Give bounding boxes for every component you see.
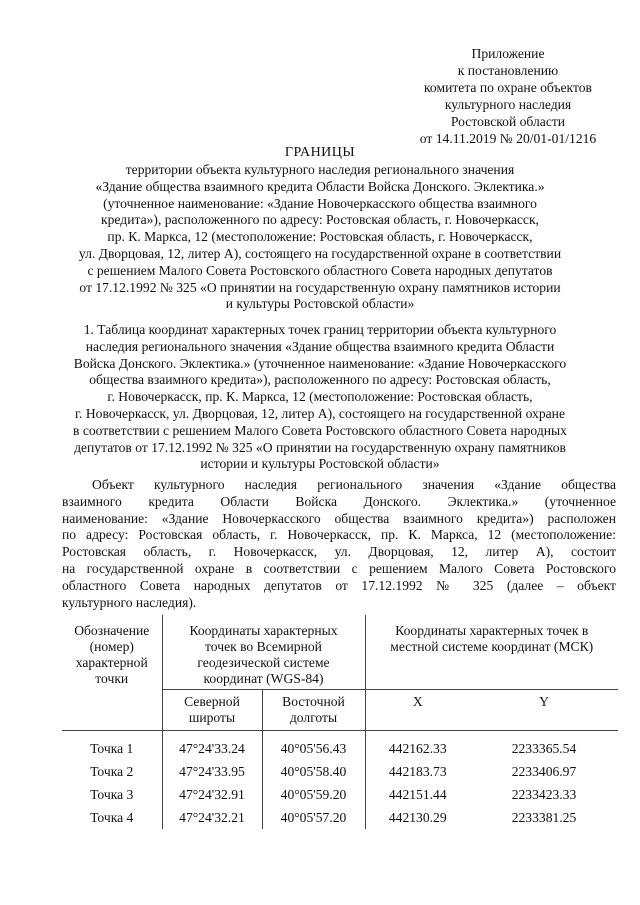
section-line: общества взаимного кредита»), расположенного по адресу: Ростовская область, (89, 372, 551, 388)
subtitle-line: ул. Дворцовая, 12, литер А), состоящего на государственной охране в соответствии (78, 245, 562, 261)
subtitle-line: кредита»), расположенного по адресу: Ростовская область, г. Новочеркасск, (101, 212, 539, 228)
cell-north: 47°24'33.95 (162, 760, 262, 783)
appendix-line: комитета по охране объектов (424, 80, 592, 95)
section-line: депутатов от 17.12.1992 № 325 «О принятии на государственную охрану памятников (74, 439, 566, 455)
subtitle-line: от 17.12.1992 № 325 «О принятии на государственную охрану памятников истории (79, 279, 561, 295)
cell-point: Точка 3 (62, 783, 162, 806)
table-row (62, 806, 618, 829)
paragraph-line: Объект культурного наследия регионального значения «Здание общества (92, 477, 616, 492)
table-row (62, 760, 618, 783)
document-subtitle (30, 162, 610, 313)
paragraph-line: взаимного кредита Области Войска Донского. Эклектика.» (уточненное (62, 493, 616, 509)
paragraph-line: областного Совета народных депутатов от 17.12.1992 № 325 (далее – объект (62, 577, 616, 593)
cell-y: 2233423.33 (511, 786, 577, 802)
cell-x: 442151.44 (388, 786, 447, 802)
subtitle-line: (уточненное наименование: «Здание Новочеркасского общества взаимного (103, 195, 537, 211)
table-row (62, 731, 618, 761)
section-line: г. Новочеркасск, пр. К. Маркса, 12 (местоположение: Ростовская область, (107, 389, 533, 405)
header-east-longitude: Восточной долготы (262, 690, 365, 731)
table-header-row (62, 615, 618, 690)
section-line: Войска Донского. Эклектика.» (уточненное наименование: «Здание Новочеркасского (73, 355, 567, 371)
cell-x: 442183.73 (388, 763, 447, 779)
section-line: г. Новочеркасск, ул. Дворцовая, 12, литер А), состоящего на государственной охране (75, 405, 565, 421)
cell-x: 442130.29 (388, 809, 447, 825)
appendix-line: Приложение (471, 46, 545, 61)
cell-y: 2233381.25 (511, 809, 577, 825)
coordinates-table (62, 615, 618, 829)
header-y: Y (470, 690, 618, 731)
paragraph-line: Ростовская область, г. Новочеркасск, ул. Дворцовая, 12, литер А), состоит (62, 544, 616, 560)
paragraph-line: наименование: «Здание Новочеркасского общества взаимного кредита») расположен (62, 510, 616, 526)
paragraph-line: культурного наследия). (62, 594, 197, 610)
appendix-line: Ростовской области (450, 114, 566, 129)
cell-north: 47°24'32.91 (162, 783, 262, 806)
header-x: X (365, 690, 470, 731)
section-line: в соответствии с решением Малого Совета Ростовского областного Совета народных (73, 422, 567, 438)
cell-north: 47°24'33.24 (162, 731, 262, 761)
header-wgs84: Координаты характерных точек во Всемирной геодезической системе координат (WGS-84) (162, 615, 365, 690)
header-msk: Координаты характерных точек в местной системе координат (МСК) (365, 615, 618, 690)
section-1-heading (28, 322, 612, 473)
appendix-line: к постановлению (457, 63, 559, 78)
paragraph-line: по адресу: Ростовская область, г. Новочеркасск, пр. К. Маркса, 12 (местоположение: (62, 527, 616, 543)
cell-east: 40°05'59.20 (262, 783, 365, 806)
header-north-latitude: Северной широты (162, 690, 262, 731)
cell-y: 2233406.97 (511, 763, 577, 779)
appendix-line: культурного наследия (444, 97, 572, 112)
paragraph-line: на государственной охране в соответствии с решением Малого Совета Ростовского (62, 560, 616, 576)
table-row (62, 783, 618, 806)
header-point-designation: Обозначение (номер) характерной точки (62, 615, 162, 731)
section-line: наследия регионального значения «Здание общества взаимного кредита Области (85, 338, 555, 354)
cell-east: 40°05'56.43 (262, 731, 365, 761)
subtitle-line: территории объекта культурного наследия регионального значения (125, 162, 515, 177)
cell-point: Точка 2 (62, 760, 162, 783)
subtitle-line: «Здание общества взаимного кредита Области Войска Донского. Эклектика.» (95, 178, 545, 194)
cell-x: 442162.33 (388, 740, 447, 756)
subtitle-line: и культуры Ростовской области» (225, 296, 415, 312)
appendix-line: от 14.11.2019 № 20/01-01/1216 (419, 131, 597, 146)
cell-point: Точка 4 (62, 806, 162, 829)
section-line: 1. Таблица координат характерных точек границ территории объекта культурного (83, 322, 557, 337)
cell-east: 40°05'57.20 (262, 806, 365, 829)
section-line: истории и культуры Ростовской области» (200, 456, 440, 472)
cell-y: 2233365.54 (511, 740, 577, 756)
subtitle-line: с решением Малого Совета Ростовского областного Совета народных депутатов (87, 262, 553, 278)
appendix-header (400, 45, 616, 147)
cell-point: Точка 1 (62, 731, 162, 761)
object-description-paragraph (62, 477, 616, 611)
subtitle-line: пр. К. Маркса, 12 (местоположение: Ростовская область, г. Новочеркасск, (107, 229, 533, 245)
cell-east: 40°05'58.40 (262, 760, 365, 783)
document-title: ГРАНИЦЫ (284, 145, 356, 160)
cell-north: 47°24'32.21 (162, 806, 262, 829)
